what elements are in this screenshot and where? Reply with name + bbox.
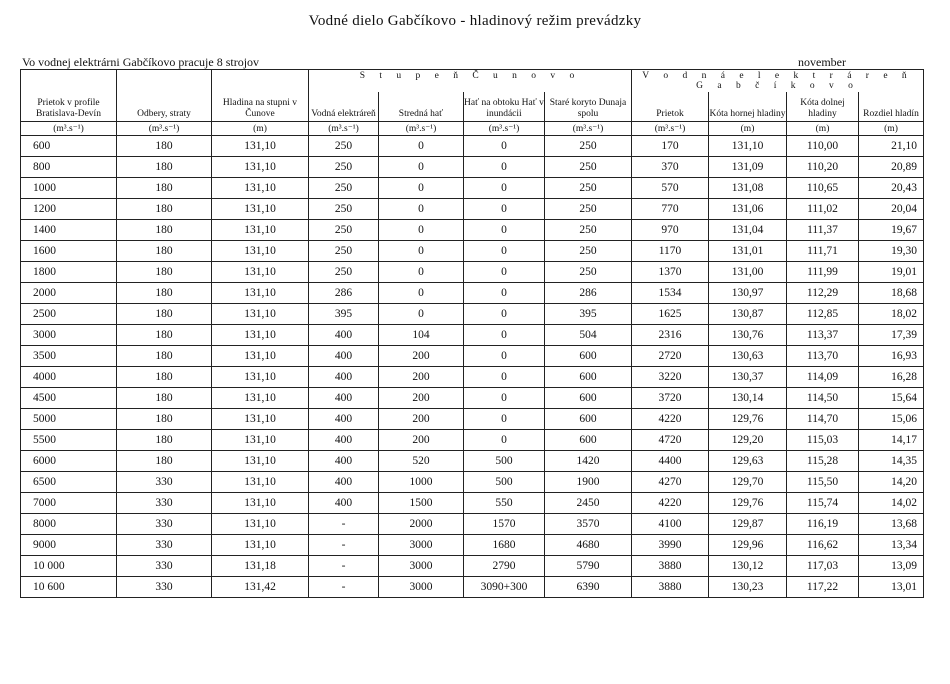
table-cell: 250 xyxy=(545,262,632,283)
column-header: Rozdiel hladín xyxy=(859,92,924,122)
table-cell: 180 xyxy=(117,283,212,304)
table-cell: 4270 xyxy=(632,472,709,493)
table-cell: 0 xyxy=(464,430,545,451)
table-cell: 4220 xyxy=(632,409,709,430)
unit-cell: (m³.s⁻¹) xyxy=(117,122,212,136)
table-cell: 131,10 xyxy=(212,472,309,493)
table-cell: 114,50 xyxy=(787,388,859,409)
table-cell: 250 xyxy=(309,241,379,262)
table-cell: 110,20 xyxy=(787,157,859,178)
table-cell: 18,68 xyxy=(859,283,924,304)
table-cell: 1800 xyxy=(21,262,117,283)
table-cell: 1370 xyxy=(632,262,709,283)
table-cell: 111,99 xyxy=(787,262,859,283)
table-row xyxy=(21,346,924,367)
table-row xyxy=(21,367,924,388)
table-cell: 370 xyxy=(632,157,709,178)
table-cell: 14,35 xyxy=(859,451,924,472)
unit-cell: (m) xyxy=(859,122,924,136)
table-cell: 250 xyxy=(545,157,632,178)
table-cell: - xyxy=(309,514,379,535)
table-cell: 10 600 xyxy=(21,577,117,598)
table-cell: 131,04 xyxy=(709,220,787,241)
table-cell: 129,96 xyxy=(709,535,787,556)
table-cell: 400 xyxy=(309,409,379,430)
table-cell: 3220 xyxy=(632,367,709,388)
table-cell: 970 xyxy=(632,220,709,241)
table-cell: 131,10 xyxy=(212,325,309,346)
table-cell: 19,01 xyxy=(859,262,924,283)
table-cell: 250 xyxy=(545,241,632,262)
table-cell: 0 xyxy=(379,262,464,283)
table-cell: 111,02 xyxy=(787,199,859,220)
table-cell: 0 xyxy=(464,346,545,367)
table-cell: 17,39 xyxy=(859,325,924,346)
table-cell: 131,10 xyxy=(212,409,309,430)
table-cell: 131,10 xyxy=(212,283,309,304)
table-cell: 2450 xyxy=(545,493,632,514)
table-cell: 600 xyxy=(545,346,632,367)
table-cell: 129,70 xyxy=(709,472,787,493)
table-cell: 0 xyxy=(464,157,545,178)
table-cell: 15,06 xyxy=(859,409,924,430)
table-cell: 400 xyxy=(309,367,379,388)
table-cell: 0 xyxy=(379,178,464,199)
table-cell: 130,87 xyxy=(709,304,787,325)
table-cell: 4220 xyxy=(632,493,709,514)
column-header: Staré koryto Dunaja spolu xyxy=(545,92,632,122)
table-cell: 13,09 xyxy=(859,556,924,577)
table-cell: 180 xyxy=(117,136,212,157)
table-cell: 200 xyxy=(379,367,464,388)
table-cell: 117,03 xyxy=(787,556,859,577)
table-cell: 111,37 xyxy=(787,220,859,241)
table-cell: - xyxy=(309,535,379,556)
table-row xyxy=(21,262,924,283)
table-row xyxy=(21,388,924,409)
table-cell: 800 xyxy=(21,157,117,178)
table-cell: 3000 xyxy=(379,577,464,598)
table-row xyxy=(21,136,924,157)
table-cell: 14,17 xyxy=(859,430,924,451)
table-cell: 116,62 xyxy=(787,535,859,556)
table-cell: 250 xyxy=(545,136,632,157)
table-cell: 0 xyxy=(379,283,464,304)
table-cell: 0 xyxy=(379,136,464,157)
table-cell: 180 xyxy=(117,409,212,430)
table-cell: 1500 xyxy=(379,493,464,514)
table-cell: 131,10 xyxy=(212,178,309,199)
table-cell: 115,28 xyxy=(787,451,859,472)
table-cell: 10 000 xyxy=(21,556,117,577)
table-cell: 112,29 xyxy=(787,283,859,304)
table-cell: 1400 xyxy=(21,220,117,241)
table-cell: 400 xyxy=(309,430,379,451)
column-header: Odbery, straty xyxy=(117,70,212,122)
table-cell: 1570 xyxy=(464,514,545,535)
table-cell: 129,76 xyxy=(709,409,787,430)
table-row xyxy=(21,451,924,472)
table-cell: 104 xyxy=(379,325,464,346)
table-cell: 3000 xyxy=(379,556,464,577)
table-cell: 1000 xyxy=(379,472,464,493)
table-cell: 0 xyxy=(464,367,545,388)
table-cell: 330 xyxy=(117,556,212,577)
unit-cell: (m) xyxy=(709,122,787,136)
table-cell: 113,37 xyxy=(787,325,859,346)
table-cell: 170 xyxy=(632,136,709,157)
column-header: Kóta dolnej hladiny xyxy=(787,92,859,122)
unit-cell: (m³.s⁻¹) xyxy=(545,122,632,136)
table-cell: 330 xyxy=(117,577,212,598)
table-cell: 600 xyxy=(21,136,117,157)
table-cell: 20,04 xyxy=(859,199,924,220)
table-cell: 131,10 xyxy=(212,304,309,325)
table-cell: 5000 xyxy=(21,409,117,430)
table-cell: 180 xyxy=(117,388,212,409)
table-cell: 131,10 xyxy=(212,346,309,367)
table-cell: 131,42 xyxy=(212,577,309,598)
table-cell: 2000 xyxy=(379,514,464,535)
table-cell: 1534 xyxy=(632,283,709,304)
table-cell: 131,10 xyxy=(212,220,309,241)
table-cell: 200 xyxy=(379,430,464,451)
table-cell: 3880 xyxy=(632,577,709,598)
table-cell: 250 xyxy=(545,178,632,199)
group-header-row xyxy=(21,70,924,93)
table-cell: 0 xyxy=(464,325,545,346)
table-cell: 3990 xyxy=(632,535,709,556)
table-cell: 1900 xyxy=(545,472,632,493)
table-cell: 8000 xyxy=(21,514,117,535)
table-row xyxy=(21,409,924,430)
table-cell: 14,02 xyxy=(859,493,924,514)
table-row xyxy=(21,283,924,304)
table-cell: 5500 xyxy=(21,430,117,451)
table-cell: 0 xyxy=(464,409,545,430)
table-cell: 3000 xyxy=(379,535,464,556)
table-cell: 180 xyxy=(117,178,212,199)
table-cell: 0 xyxy=(464,136,545,157)
table-cell: 1680 xyxy=(464,535,545,556)
table-cell: 1600 xyxy=(21,241,117,262)
table-cell: 110,65 xyxy=(787,178,859,199)
table-cell: 111,71 xyxy=(787,241,859,262)
column-header: Hať na obtoku Hať v inundácii xyxy=(464,92,545,122)
table-cell: 131,10 xyxy=(212,493,309,514)
table-cell: 3880 xyxy=(632,556,709,577)
table-cell: 131,01 xyxy=(709,241,787,262)
table-cell: 200 xyxy=(379,409,464,430)
table-cell: 3720 xyxy=(632,388,709,409)
table-cell: 131,10 xyxy=(212,136,309,157)
table-row xyxy=(21,157,924,178)
units-row xyxy=(21,122,924,136)
table-cell: 117,22 xyxy=(787,577,859,598)
table-subtitle: Vo vodnej elektrárni Gabčíkovo pracuje 8 strojov xyxy=(22,55,260,69)
table-cell: 2000 xyxy=(21,283,117,304)
column-header: Vodná elektráreň xyxy=(309,92,379,122)
table-cell: 330 xyxy=(117,472,212,493)
table-cell: 400 xyxy=(309,493,379,514)
table-cell: 13,68 xyxy=(859,514,924,535)
table-cell: 131,10 xyxy=(212,262,309,283)
table-cell: 13,34 xyxy=(859,535,924,556)
table-cell: 20,43 xyxy=(859,178,924,199)
table-cell: 131,10 xyxy=(212,241,309,262)
table-cell: 180 xyxy=(117,241,212,262)
table-cell: 200 xyxy=(379,388,464,409)
table-cell: 20,89 xyxy=(859,157,924,178)
table-cell: - xyxy=(309,556,379,577)
table-cell: 250 xyxy=(309,199,379,220)
table-cell: 131,10 xyxy=(212,367,309,388)
table-cell: 4000 xyxy=(21,367,117,388)
table-cell: 115,50 xyxy=(787,472,859,493)
table-cell: 9000 xyxy=(21,535,117,556)
table-cell: 250 xyxy=(545,220,632,241)
column-header: Kóta hornej hladiny xyxy=(709,92,787,122)
table-cell: 330 xyxy=(117,514,212,535)
table-cell: 131,00 xyxy=(709,262,787,283)
table-cell: 395 xyxy=(545,304,632,325)
column-header: Hladina na stupni v Čunove xyxy=(212,70,309,122)
table-cell: 2720 xyxy=(632,346,709,367)
table-row xyxy=(21,514,924,535)
table-cell: 16,93 xyxy=(859,346,924,367)
table-cell: 520 xyxy=(379,451,464,472)
table-cell: 5790 xyxy=(545,556,632,577)
table-cell: 131,10 xyxy=(212,514,309,535)
table-cell: 2790 xyxy=(464,556,545,577)
table-cell: 180 xyxy=(117,430,212,451)
table-cell: 110,00 xyxy=(787,136,859,157)
table-cell: 2500 xyxy=(21,304,117,325)
table-cell: - xyxy=(309,577,379,598)
table-cell: 116,19 xyxy=(787,514,859,535)
column-header: Prietok xyxy=(632,92,709,122)
table-row xyxy=(21,220,924,241)
table-cell: 0 xyxy=(464,241,545,262)
table-cell: 500 xyxy=(464,451,545,472)
table-cell: 130,76 xyxy=(709,325,787,346)
table-cell: 330 xyxy=(117,535,212,556)
table-cell: 19,67 xyxy=(859,220,924,241)
table-cell: 250 xyxy=(309,262,379,283)
table-body xyxy=(21,136,924,598)
table-cell: 130,37 xyxy=(709,367,787,388)
table-cell: 180 xyxy=(117,304,212,325)
table-cell: 4100 xyxy=(632,514,709,535)
table-cell: 180 xyxy=(117,346,212,367)
operation-table xyxy=(20,69,924,598)
table-cell: 131,10 xyxy=(212,199,309,220)
table-cell: 250 xyxy=(309,136,379,157)
unit-cell: (m³.s⁻¹) xyxy=(309,122,379,136)
table-cell: 1200 xyxy=(21,199,117,220)
group-header-gabcikovo: V o d n á e l e k t r á r e ň G a b č í k o v o xyxy=(632,70,924,93)
table-cell: 0 xyxy=(464,262,545,283)
table-cell: 400 xyxy=(309,451,379,472)
table-cell: 131,09 xyxy=(709,157,787,178)
table-cell: 129,76 xyxy=(709,493,787,514)
table-row xyxy=(21,199,924,220)
table-cell: 4720 xyxy=(632,430,709,451)
table-cell: 3570 xyxy=(545,514,632,535)
table-cell: 19,30 xyxy=(859,241,924,262)
table-cell: 3090+300 xyxy=(464,577,545,598)
table-cell: 131,06 xyxy=(709,199,787,220)
table-cell: 250 xyxy=(309,157,379,178)
table-cell: 330 xyxy=(117,493,212,514)
table-cell: 600 xyxy=(545,388,632,409)
table-cell: 7000 xyxy=(21,493,117,514)
table-cell: 131,08 xyxy=(709,178,787,199)
table-cell: 1000 xyxy=(21,178,117,199)
table-cell: 180 xyxy=(117,367,212,388)
table-cell: 770 xyxy=(632,199,709,220)
column-header: Stredná hať xyxy=(379,92,464,122)
group-header-cunovo: S t u p e ň Č u n o v o xyxy=(309,70,632,93)
table-cell: 570 xyxy=(632,178,709,199)
table-cell: 180 xyxy=(117,199,212,220)
page-title: Vodné dielo Gabčíkovo - hladinový režim prevádzky xyxy=(308,13,642,29)
table-cell: 180 xyxy=(117,157,212,178)
table-cell: 400 xyxy=(309,472,379,493)
table-cell: 21,10 xyxy=(859,136,924,157)
table-cell: 600 xyxy=(545,367,632,388)
table-cell: 0 xyxy=(464,388,545,409)
table-cell: 3500 xyxy=(21,346,117,367)
table-cell: 131,10 xyxy=(212,451,309,472)
table-cell: 400 xyxy=(309,346,379,367)
table-cell: 130,63 xyxy=(709,346,787,367)
unit-cell: (m) xyxy=(787,122,859,136)
table-cell: 16,28 xyxy=(859,367,924,388)
table-row xyxy=(21,304,924,325)
unit-cell: (m³.s⁻¹) xyxy=(379,122,464,136)
table-cell: 2316 xyxy=(632,325,709,346)
table-cell: 600 xyxy=(545,430,632,451)
table-cell: 395 xyxy=(309,304,379,325)
table-cell: 131,10 xyxy=(212,157,309,178)
table-cell: 131,10 xyxy=(709,136,787,157)
table-cell: 114,09 xyxy=(787,367,859,388)
table-cell: 115,74 xyxy=(787,493,859,514)
table-row xyxy=(21,430,924,451)
table-cell: 286 xyxy=(545,283,632,304)
table-cell: 4500 xyxy=(21,388,117,409)
table-row xyxy=(21,325,924,346)
table-cell: 0 xyxy=(379,241,464,262)
month-label: november xyxy=(798,55,846,69)
table-cell: 130,14 xyxy=(709,388,787,409)
table-row xyxy=(21,556,924,577)
table-cell: 0 xyxy=(464,199,545,220)
table-row xyxy=(21,577,924,598)
table-cell: 130,97 xyxy=(709,283,787,304)
table-cell: 180 xyxy=(117,325,212,346)
table-cell: 113,70 xyxy=(787,346,859,367)
unit-cell: (m³.s⁻¹) xyxy=(632,122,709,136)
table-cell: 250 xyxy=(309,178,379,199)
table-row xyxy=(21,472,924,493)
table-cell: 130,12 xyxy=(709,556,787,577)
table-cell: 129,63 xyxy=(709,451,787,472)
column-header: Prietok v profile Bratislava-Devín xyxy=(21,70,117,122)
table-cell: 1170 xyxy=(632,241,709,262)
table-cell: 600 xyxy=(545,409,632,430)
table-cell: 0 xyxy=(379,199,464,220)
table-cell: 250 xyxy=(545,199,632,220)
table-cell: 3000 xyxy=(21,325,117,346)
table-row xyxy=(21,493,924,514)
table-cell: 6000 xyxy=(21,451,117,472)
unit-cell: (m³.s⁻¹) xyxy=(464,122,545,136)
table-cell: 4400 xyxy=(632,451,709,472)
table-cell: 129,20 xyxy=(709,430,787,451)
table-cell: 550 xyxy=(464,493,545,514)
unit-cell: (m) xyxy=(212,122,309,136)
unit-cell: (m³.s⁻¹) xyxy=(21,122,117,136)
table-cell: 0 xyxy=(379,220,464,241)
table-cell: 131,18 xyxy=(212,556,309,577)
table-cell: 114,70 xyxy=(787,409,859,430)
table-cell: 500 xyxy=(464,472,545,493)
table-cell: 1625 xyxy=(632,304,709,325)
table-cell: 0 xyxy=(464,220,545,241)
table-cell: 400 xyxy=(309,325,379,346)
table-cell: 6500 xyxy=(21,472,117,493)
table-cell: 131,10 xyxy=(212,388,309,409)
table-cell: 504 xyxy=(545,325,632,346)
table-cell: 130,23 xyxy=(709,577,787,598)
table-cell: 129,87 xyxy=(709,514,787,535)
table-cell: 200 xyxy=(379,346,464,367)
table-cell: 4680 xyxy=(545,535,632,556)
table-cell: 15,64 xyxy=(859,388,924,409)
table-cell: 180 xyxy=(117,451,212,472)
table-cell: 0 xyxy=(464,178,545,199)
table-cell: 180 xyxy=(117,220,212,241)
table-row xyxy=(21,241,924,262)
table-cell: 18,02 xyxy=(859,304,924,325)
table-cell: 112,85 xyxy=(787,304,859,325)
table-cell: 13,01 xyxy=(859,577,924,598)
table-cell: 14,20 xyxy=(859,472,924,493)
table-cell: 400 xyxy=(309,388,379,409)
table-cell: 180 xyxy=(117,262,212,283)
table-cell: 0 xyxy=(379,304,464,325)
table-cell: 1420 xyxy=(545,451,632,472)
table-row xyxy=(21,535,924,556)
table-cell: 250 xyxy=(309,220,379,241)
table-cell: 0 xyxy=(379,157,464,178)
table-cell: 0 xyxy=(464,283,545,304)
table-cell: 115,03 xyxy=(787,430,859,451)
table-cell: 131,10 xyxy=(212,430,309,451)
table-cell: 131,10 xyxy=(212,535,309,556)
table-cell: 6390 xyxy=(545,577,632,598)
table-cell: 0 xyxy=(464,304,545,325)
table-cell: 286 xyxy=(309,283,379,304)
table-row xyxy=(21,178,924,199)
